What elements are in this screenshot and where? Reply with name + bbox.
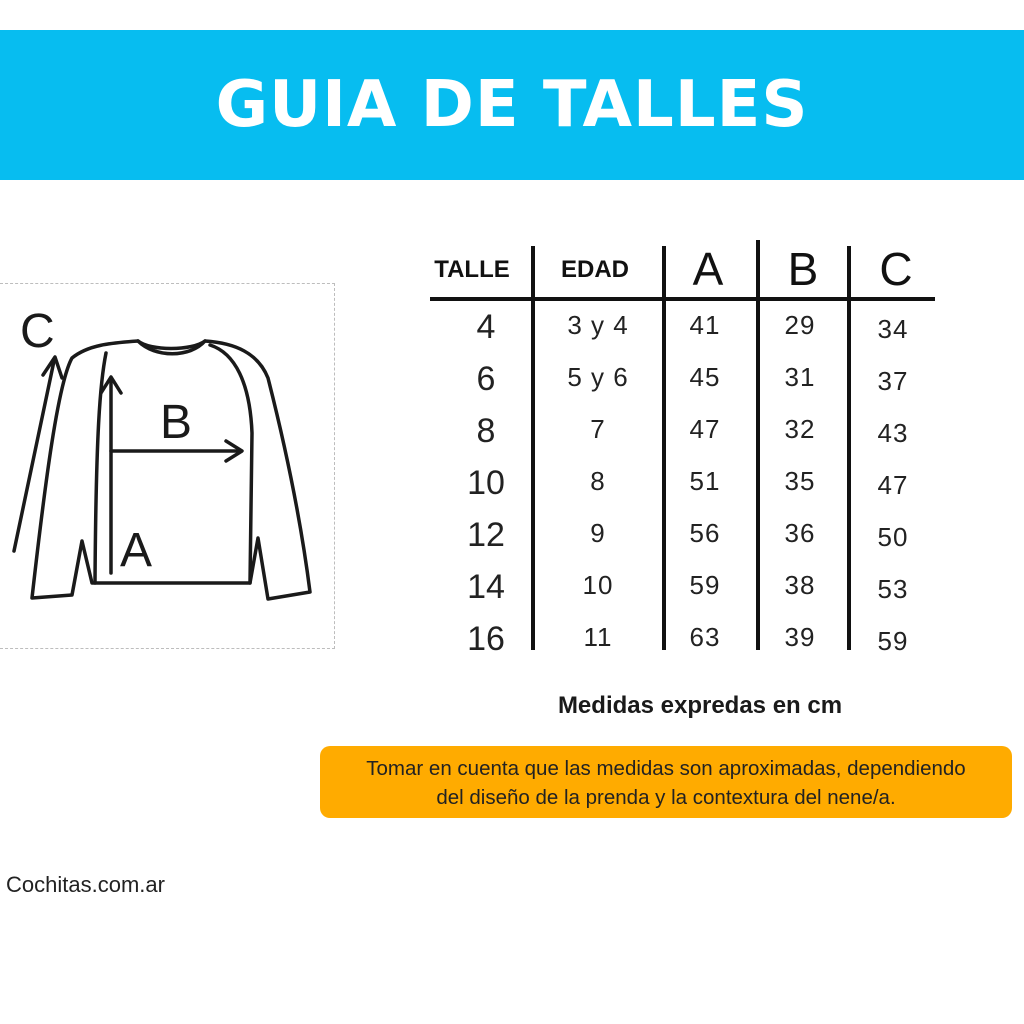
header-a: A	[692, 243, 724, 295]
table-cell: 8	[476, 412, 496, 450]
table-cell: 59	[877, 626, 909, 656]
table-cell: 47	[689, 414, 721, 444]
table-cell: 37	[877, 366, 909, 396]
table-cell: 10	[467, 464, 505, 502]
sweater-measurement-icon	[0, 283, 340, 653]
table-cell: 29	[784, 310, 816, 340]
table-cell: 36	[784, 518, 816, 548]
site-name: Cochitas.com.ar	[6, 872, 165, 897]
header-b: B	[787, 243, 819, 295]
table-cell: 16	[467, 620, 505, 658]
table-cell: 35	[784, 466, 816, 496]
table-cell: 34	[877, 314, 909, 344]
table-cell: 12	[467, 516, 505, 554]
table-cell: 6	[476, 360, 496, 398]
note-line-2: del diseño de la prenda y la contextura del nene/a.	[436, 786, 896, 809]
table-cell: 56	[689, 518, 721, 548]
note-line-1: Tomar en cuenta que las medidas son aproximadas, dependiendo	[366, 757, 966, 780]
table-cell: 50	[877, 522, 909, 552]
note-banner	[320, 746, 1012, 818]
table-cell: 63	[689, 622, 721, 652]
column-divider	[662, 246, 666, 650]
table-cell: 31	[784, 362, 816, 392]
table-cell: 59	[689, 570, 721, 600]
right-arm-seam	[210, 345, 252, 583]
column-divider	[847, 246, 851, 650]
title-banner	[0, 30, 1024, 180]
table-cell: 41	[689, 310, 721, 340]
table-cell: 38	[784, 570, 816, 600]
table-header-divider	[430, 297, 935, 301]
table-cell: 9	[590, 518, 606, 548]
header-talle: TALLE	[434, 256, 510, 283]
diagram-label-b: B	[160, 396, 193, 449]
table-cell: 3 y 4	[567, 310, 629, 340]
diagram-label-c: C	[20, 305, 55, 358]
table-cell: 4	[476, 308, 496, 346]
page-title: GUIA DE TALLES	[215, 68, 809, 142]
table-cell: 51	[689, 466, 721, 496]
sweater-outline	[32, 341, 310, 599]
diagram-label-a: A	[120, 524, 153, 577]
column-divider	[756, 240, 760, 650]
table-cell: 39	[784, 622, 816, 652]
table-cell: 47	[877, 470, 909, 500]
units-caption: Medidas expredas en cm	[557, 692, 843, 719]
table-cell: 43	[877, 418, 909, 448]
table-cell: 32	[784, 414, 816, 444]
table-cell: 7	[590, 414, 606, 444]
table-cell: 8	[590, 466, 606, 496]
header-c: C	[879, 243, 913, 295]
table-cell: 45	[689, 362, 721, 392]
header-edad: EDAD	[560, 256, 629, 283]
table-cell: 14	[467, 568, 505, 606]
table-cell: 10	[582, 570, 614, 600]
table-cell: 53	[877, 574, 909, 604]
table-cell: 11	[583, 622, 613, 652]
sweater-neckline	[138, 341, 205, 349]
table-cell: 5 y 6	[567, 362, 629, 392]
